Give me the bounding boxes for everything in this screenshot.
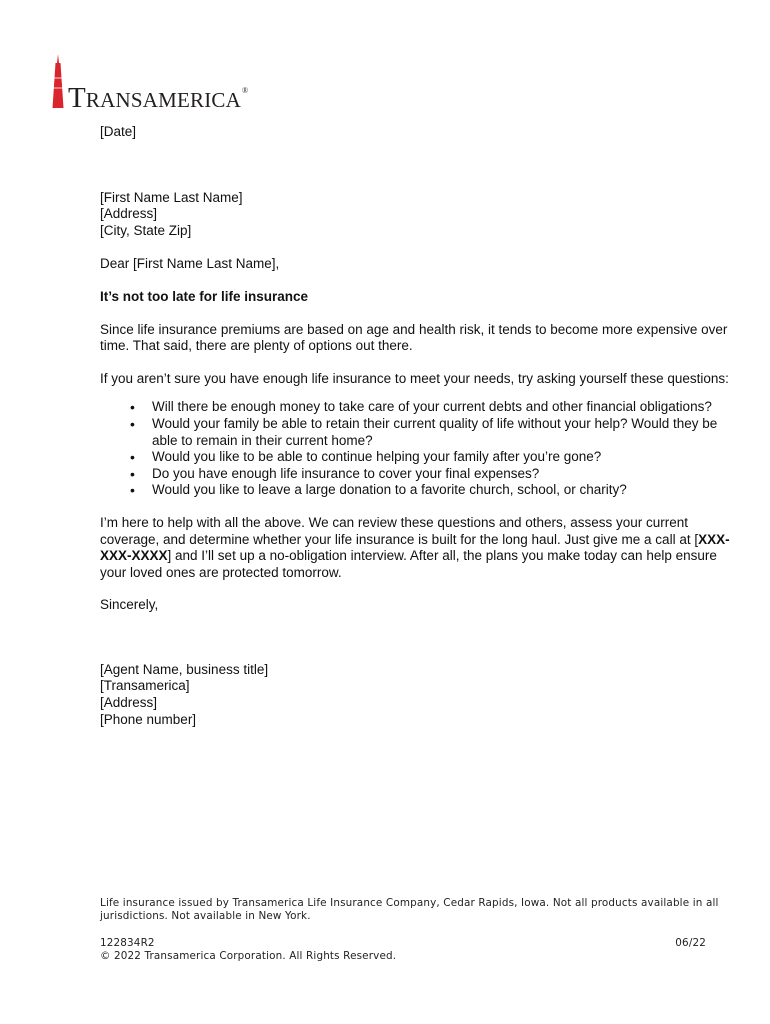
list-item: • Would your family be able to retain their current quality of life without your help? Would they be able to remain in their current home? xyxy=(152,416,740,449)
recipient-street: [Address] xyxy=(100,206,158,222)
agent-company: [Transamerica] xyxy=(100,678,190,694)
registered-mark: ® xyxy=(241,86,249,95)
greeting: Dear [First Name Last Name], xyxy=(100,256,280,272)
recipient-address xyxy=(100,190,740,240)
agent-address: [Address] xyxy=(100,695,158,711)
list-item: • Would you like to leave a large donation to a favorite church, school, or charity? xyxy=(152,482,740,499)
recipient-city: [City, State Zip] xyxy=(100,222,192,238)
footer-codes xyxy=(100,937,730,950)
help-paragraph xyxy=(100,515,740,581)
footer-disclaimer: Life insurance issued by Transamerica Life Insurance Company, Cedar Rapids, Iowa. Not all products available in all jurisdictions. Not available in New York. xyxy=(100,897,719,923)
questions-intro: If you aren’t sure you have enough life insurance to meet your needs, try asking yourself these questions: xyxy=(100,370,729,386)
pyramid-tower-icon xyxy=(50,54,66,108)
logo-wordmark xyxy=(68,82,248,115)
phone-placeholder: XXX-XXX-XXXX xyxy=(100,531,730,564)
page-footer xyxy=(100,897,730,964)
closing: Sincerely, xyxy=(100,597,159,613)
date-code: 06/22 xyxy=(675,936,706,949)
letter-date: [Date] xyxy=(100,124,137,139)
list-item: • Would you like to be able to continue helping your family after you’re gone? xyxy=(152,449,740,466)
list-item: • Do you have enough life insurance to cover your final expenses? xyxy=(152,466,740,483)
agent-phone: [Phone number] xyxy=(100,711,197,727)
logo-name-rest: RANSAMERICA xyxy=(85,88,241,112)
agent-name: [Agent Name, business title] xyxy=(100,661,269,677)
logo-initial: T xyxy=(68,82,86,114)
recipient-name: [First Name Last Name] xyxy=(100,189,243,205)
letter-body xyxy=(100,124,740,728)
list-item: • Will there be enough money to take care of your current debts and other financial obligations? xyxy=(152,399,740,416)
letter-headline: It’s not too late for life insurance xyxy=(100,288,309,304)
signature-block xyxy=(100,662,740,728)
copyright-notice: © 2022 Transamerica Corporation. All Rights Reserved. xyxy=(100,950,397,963)
intro-paragraph: Since life insurance premiums are based on age and health risk, it tends to become more expensive over time. That said, there are plenty of options out there. xyxy=(100,321,728,354)
help-text-start: I’m here to help with all the above. We can review these questions and others, assess your current coverage, and determine whether your life insurance is built for the long haul. Just give me a call at [ xyxy=(100,514,699,547)
help-text-end: ] and I’ll set up a no-obligation interview. After all, the plans you make today can help ensure your loved ones are protected tomorrow. xyxy=(100,548,717,580)
form-number: 122834R2 xyxy=(100,936,155,949)
questions-list xyxy=(100,399,740,499)
